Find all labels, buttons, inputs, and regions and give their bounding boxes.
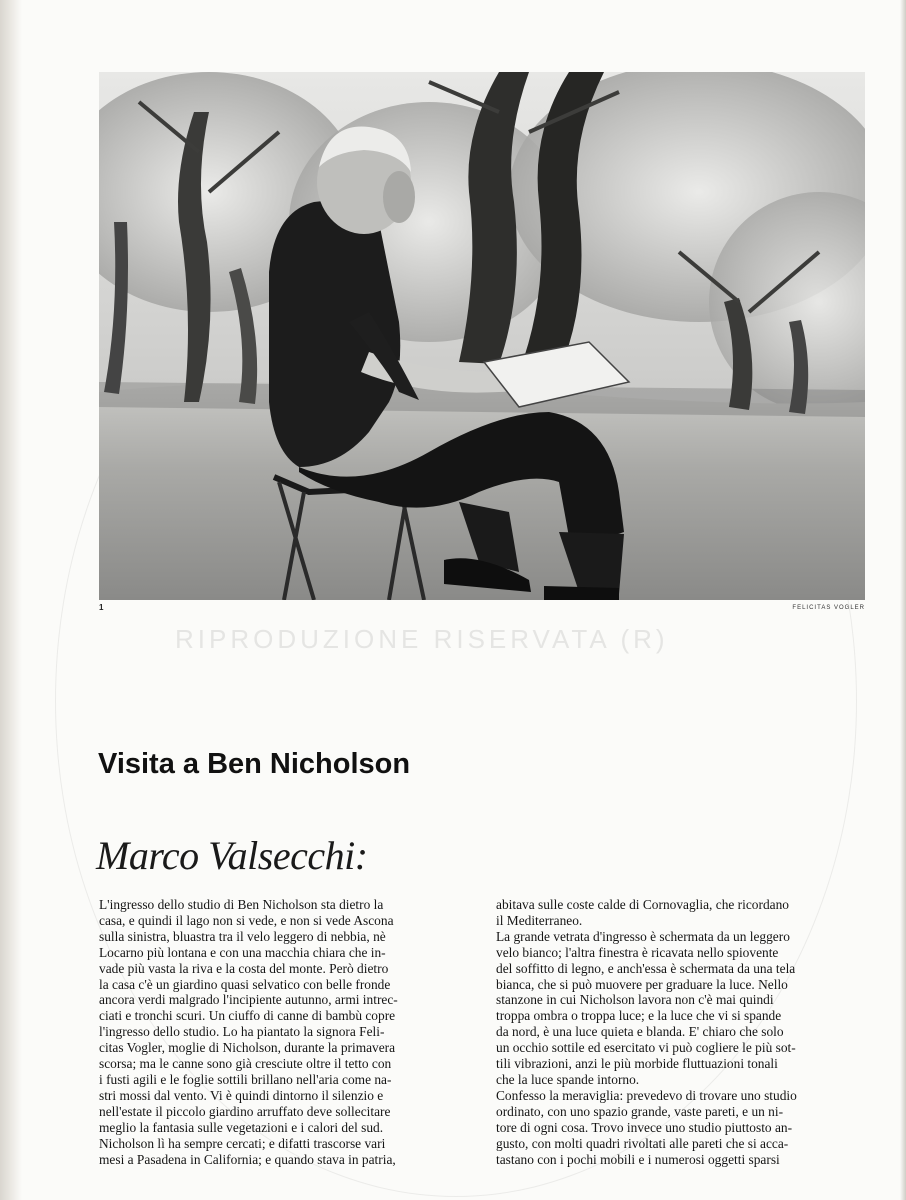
- article-column-left: [99, 897, 465, 1167]
- article-text-line: stri mossi dal vento. Vi è quindi dintorno il silenzio e: [99, 1087, 384, 1103]
- article-text-line: casa, e quindi il lago non si vede, e non si vede Ascona: [99, 912, 394, 928]
- photo-credit: FELICITAS VOGLER: [792, 605, 865, 611]
- article-text-line: i fusti agili e le foglie sottili brillano nell'aria come na-: [99, 1071, 392, 1087]
- article-text-line: tili vibrazioni, anzi le più morbide fluttuazioni tonali: [496, 1056, 778, 1072]
- article-text-line: gusto, con molti quadri rivoltati alle pareti che si acca-: [496, 1135, 789, 1151]
- article-text-line: del soffitto di legno, e anch'essa è schermata da una tela: [496, 960, 796, 976]
- article-text-line: citas Vogler, moglie di Nicholson, durante la primavera: [99, 1040, 396, 1056]
- article-text-line: bianca, che si può muovere per graduare la luce. Nello: [496, 976, 788, 992]
- article-text-line: l'ingresso dello studio. Lo ha piantato la signora Feli-: [99, 1024, 385, 1040]
- article-text-line: Confesso la meraviglia: prevedevo di trovare uno studio: [496, 1087, 797, 1103]
- article-text-line: La grande vetrata d'ingresso è schermata da un leggero: [496, 928, 790, 944]
- article-text-line: troppa ombra o troppa luce; e la luce che vi si spande: [496, 1008, 782, 1024]
- article-text-line: un occhio sottile ed esercitato vi può cogliere le più sot-: [496, 1040, 796, 1056]
- article-text-line: meglio la fantasia sulle vegetazioni e i calori del sud.: [99, 1119, 384, 1135]
- article-text-line: nell'estate il piccolo giardino arruffato deve sollecitare: [99, 1103, 391, 1119]
- article-column-right: [496, 897, 862, 1167]
- article-text-line: abitava sulle coste calde di Cornovaglia, che ricordano: [496, 897, 789, 912]
- article-text-line: ciati e tronchi scuri. Un ciuffo di canne di bambù copre: [99, 1008, 396, 1024]
- article-text-line: la casa c'è un giardino quasi selvatico con belle fronde: [99, 976, 391, 992]
- article-text-line: Locarno più lontana e con una macchia chiara che in-: [99, 944, 386, 960]
- article-text-line: ordinato, con uno spazio grande, vaste pareti, e un ni-: [496, 1103, 784, 1119]
- article-text-line: da nord, è una luce quieta e blanda. E' chiaro che solo: [496, 1024, 784, 1040]
- article-text-line: mesi a Pasadena in California; e quando stava in patria,: [99, 1151, 396, 1167]
- page-binding-edge: [0, 0, 22, 1200]
- article-text-line: Nicholson lì ha sempre cercati; e difatti trascorse vari: [99, 1135, 386, 1151]
- article-text-line: scorsa; ma le canne sono già cresciute oltre il tetto con: [99, 1056, 392, 1072]
- article-text-line: che la luce spande intorno.: [496, 1071, 640, 1087]
- photo-caption-number: 1: [99, 603, 104, 612]
- article-text-line: tastano con i pochi mobili e i numerosi oggetti sparsi: [496, 1151, 780, 1167]
- article-text-line: ancora verdi malgrado l'incipiente autunno, armi intrec-: [99, 992, 398, 1008]
- article-title: Visita a Ben Nicholson: [98, 748, 411, 780]
- reproduction-watermark: RIPRODUZIONE RISERVATA (R): [175, 624, 669, 654]
- article-text-line: sulla sinistra, bluastra tra il velo leggero di nebbia, nè: [99, 928, 386, 944]
- article-text-line: il Mediterraneo.: [496, 912, 583, 928]
- page-right-edge: [900, 0, 906, 1200]
- photo-illustration: [99, 72, 865, 600]
- article-text-line: tore di ogni cosa. Trovo invece uno studio piuttosto an-: [496, 1119, 793, 1135]
- article-text-line: L'ingresso dello studio di Ben Nicholson sta dietro la: [99, 897, 384, 912]
- photo-artist-drawing-under-olive-trees: [99, 72, 865, 600]
- article-text-line: velo bianco; l'altra finestra è ricavata nello spiovente: [496, 944, 779, 960]
- article-author: Marco Valsecchi:: [96, 833, 368, 878]
- article-text-line: vade più vasta la riva e la costa del monte. Però dietro: [99, 960, 389, 976]
- article-text-line: stanzone in cui Nicholson lavora non c'è mai quindi: [496, 992, 774, 1008]
